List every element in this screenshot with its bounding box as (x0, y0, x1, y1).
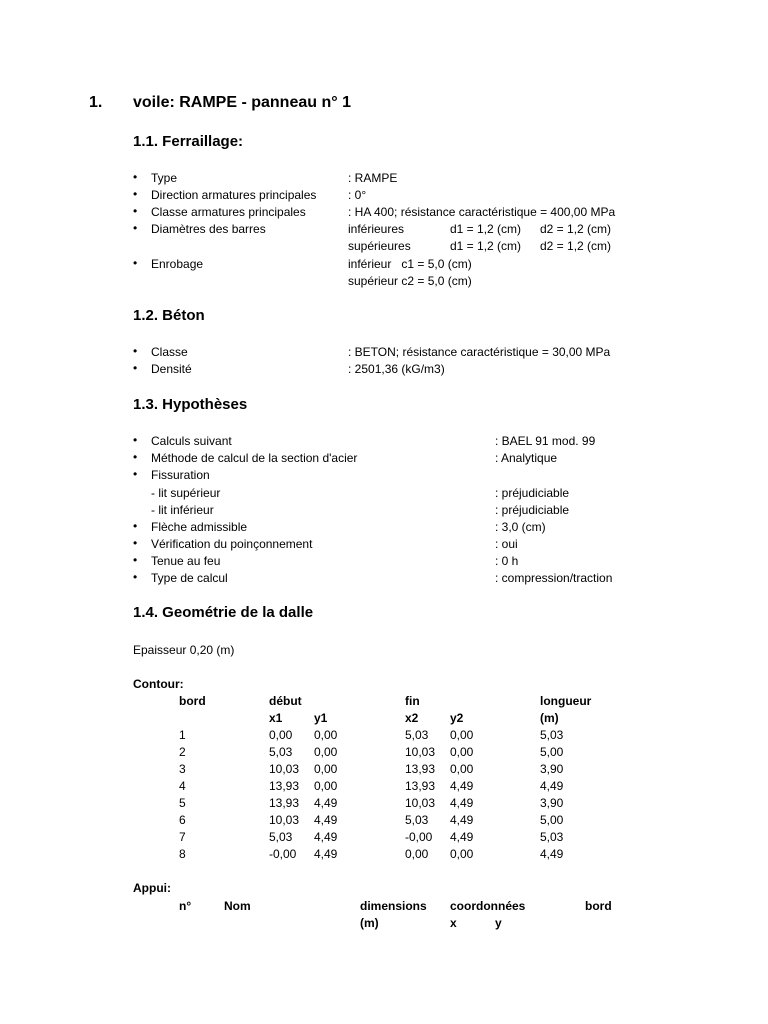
bullet-icon: • (133, 536, 138, 550)
bullet-icon: • (133, 221, 138, 235)
cell-y2: 0,00 (450, 745, 474, 759)
cell-y1: 0,00 (314, 745, 338, 759)
cell-x1: 0,00 (269, 728, 293, 742)
lit-inferieur-value: : préjudiciable (495, 503, 570, 517)
cell-y1: 4,49 (314, 830, 338, 844)
cell-x1: -0,00 (269, 847, 297, 861)
bullet-icon: • (133, 570, 138, 584)
cell-y1: 4,49 (314, 796, 338, 810)
cell-x2: 10,03 (405, 796, 436, 810)
contour-label: Contour: (133, 677, 184, 691)
verification-value: : oui (495, 537, 518, 551)
inferieures-label: inférieures (348, 222, 405, 236)
cell-y1: 0,00 (314, 728, 338, 742)
bullet-icon: • (133, 187, 138, 201)
appui-header-coordonnees: coordonnées (450, 899, 526, 913)
cell-y2: 4,49 (450, 813, 474, 827)
verification-label: Vérification du poinçonnement (151, 537, 313, 551)
cell-y1: 0,00 (314, 762, 338, 776)
appui-header-dimensions: dimensions (360, 899, 427, 913)
beton-heading: 1.2. Béton (133, 307, 205, 324)
header-fin: fin (405, 694, 420, 708)
cell-y2: 4,49 (450, 796, 474, 810)
cell-x1: 10,03 (269, 762, 300, 776)
hypotheses-heading: 1.3. Hypothèses (133, 396, 248, 413)
cell-longueur: 5,00 (540, 813, 564, 827)
bullet-icon: • (133, 433, 138, 447)
enrobage-superieur: supérieur c2 = 5,0 (cm) (348, 274, 472, 288)
densite-label: Densité (151, 362, 192, 376)
type-label: Type (151, 171, 178, 185)
geometrie-heading: 1.4. Geométrie de la dalle (133, 604, 314, 621)
bullet-icon: • (133, 519, 138, 533)
beton-classe-value: : BETON; résistance caractéristique = 30,00 MPa (348, 345, 611, 359)
lit-superieur-value: : préjudiciable (495, 486, 570, 500)
header-y1: y1 (314, 711, 328, 725)
fleche-label: Flèche admissible (151, 520, 248, 534)
bullet-icon: • (133, 204, 138, 218)
cell-x1: 13,93 (269, 796, 300, 810)
classe-armatures-label: Classe armatures principales (151, 205, 306, 219)
calculs-label: Calculs suivant (151, 434, 232, 448)
appui-header-bord: bord (585, 899, 612, 913)
bullet-icon: • (133, 467, 138, 481)
cell-bord: 6 (179, 813, 186, 827)
appui-header-x: x (450, 916, 457, 930)
cell-x2: 13,93 (405, 762, 436, 776)
cell-longueur: 3,90 (540, 762, 564, 776)
methode-value: : Analytique (495, 451, 558, 465)
header-x1: x1 (269, 711, 283, 725)
bullet-icon: • (133, 553, 138, 567)
cell-y2: 0,00 (450, 762, 474, 776)
direction-label: Direction armatures principales (151, 188, 317, 202)
inferieures-d1: d1 = 1,2 (cm) (450, 222, 522, 236)
header-debut: début (269, 694, 302, 708)
appui-header-y: y (495, 916, 502, 930)
classe-armatures-value: : HA 400; résistance caractéristique = 400,00 MPa (348, 205, 616, 219)
cell-y1: 4,49 (314, 847, 338, 861)
type-calcul-label: Type de calcul (151, 571, 228, 585)
methode-label: Méthode de calcul de la section d'acier (151, 451, 358, 465)
inferieures-d2: d2 = 1,2 (cm) (540, 222, 612, 236)
bullet-icon: • (133, 450, 138, 464)
cell-x2: 0,00 (405, 847, 429, 861)
bullet-icon: • (133, 170, 138, 184)
type-value: : RAMPE (348, 171, 398, 185)
diametres-label: Diamètres des barres (151, 222, 266, 236)
header-y2: y2 (450, 711, 464, 725)
cell-longueur: 5,00 (540, 745, 564, 759)
bullet-icon: • (133, 361, 138, 375)
superieures-d1: d1 = 1,2 (cm) (450, 239, 522, 253)
enrobage-label: Enrobage (151, 257, 204, 271)
cell-bord: 2 (179, 745, 186, 759)
cell-x2: 10,03 (405, 745, 436, 759)
header-x2: x2 (405, 711, 419, 725)
cell-longueur: 5,03 (540, 728, 564, 742)
cell-x1: 13,93 (269, 779, 300, 793)
cell-x2: 5,03 (405, 728, 429, 742)
tenue-feu-label: Tenue au feu (151, 554, 221, 568)
cell-x2: 13,93 (405, 779, 436, 793)
header-bord: bord (179, 694, 206, 708)
cell-x1: 10,03 (269, 813, 300, 827)
cell-longueur: 4,49 (540, 779, 564, 793)
section-number: 1. (89, 94, 103, 111)
cell-bord: 8 (179, 847, 186, 861)
direction-value: : 0° (348, 188, 367, 202)
cell-bord: 7 (179, 830, 186, 844)
cell-x2: -0,00 (405, 830, 433, 844)
densite-value: : 2501,36 (kG/m3) (348, 362, 445, 376)
ferraillage-heading: 1.1. Ferraillage: (133, 133, 244, 150)
header-unit: (m) (540, 711, 559, 725)
appui-header-unit: (m) (360, 916, 379, 930)
fleche-value: : 3,0 (cm) (495, 520, 546, 534)
cell-y1: 0,00 (314, 779, 338, 793)
cell-x1: 5,03 (269, 745, 293, 759)
lit-superieur-label: - lit supérieur (151, 486, 221, 500)
beton-classe-label: Classe (151, 345, 188, 359)
cell-y1: 4,49 (314, 813, 338, 827)
enrobage-inferieur: inférieur c1 = 5,0 (cm) (348, 257, 472, 271)
epaisseur-text: Epaisseur 0,20 (m) (133, 643, 235, 657)
cell-longueur: 3,90 (540, 796, 564, 810)
cell-bord: 5 (179, 796, 186, 810)
type-calcul-value: : compression/traction (495, 571, 613, 585)
cell-bord: 3 (179, 762, 186, 776)
section-title: voile: RAMPE - panneau n° 1 (133, 94, 351, 111)
bullet-icon: • (133, 344, 138, 358)
cell-y2: 0,00 (450, 847, 474, 861)
superieures-label: supérieures (348, 239, 411, 253)
appui-label: Appui: (133, 881, 171, 895)
cell-y2: 4,49 (450, 779, 474, 793)
tenue-feu-value: : 0 h (495, 554, 519, 568)
cell-longueur: 4,49 (540, 847, 564, 861)
bullet-icon: • (133, 256, 138, 270)
cell-y2: 0,00 (450, 728, 474, 742)
appui-header-nom: Nom (224, 899, 251, 913)
superieures-d2: d2 = 1,2 (cm) (540, 239, 612, 253)
cell-y2: 4,49 (450, 830, 474, 844)
cell-bord: 4 (179, 779, 186, 793)
appui-header-n: n° (179, 899, 192, 913)
cell-x1: 5,03 (269, 830, 293, 844)
fissuration-label: Fissuration (151, 468, 210, 482)
cell-x2: 5,03 (405, 813, 429, 827)
lit-inferieur-label: - lit inférieur (151, 503, 214, 517)
cell-longueur: 5,03 (540, 830, 564, 844)
header-longueur: longueur (540, 694, 592, 708)
cell-bord: 1 (179, 728, 186, 742)
calculs-value: : BAEL 91 mod. 99 (495, 434, 596, 448)
